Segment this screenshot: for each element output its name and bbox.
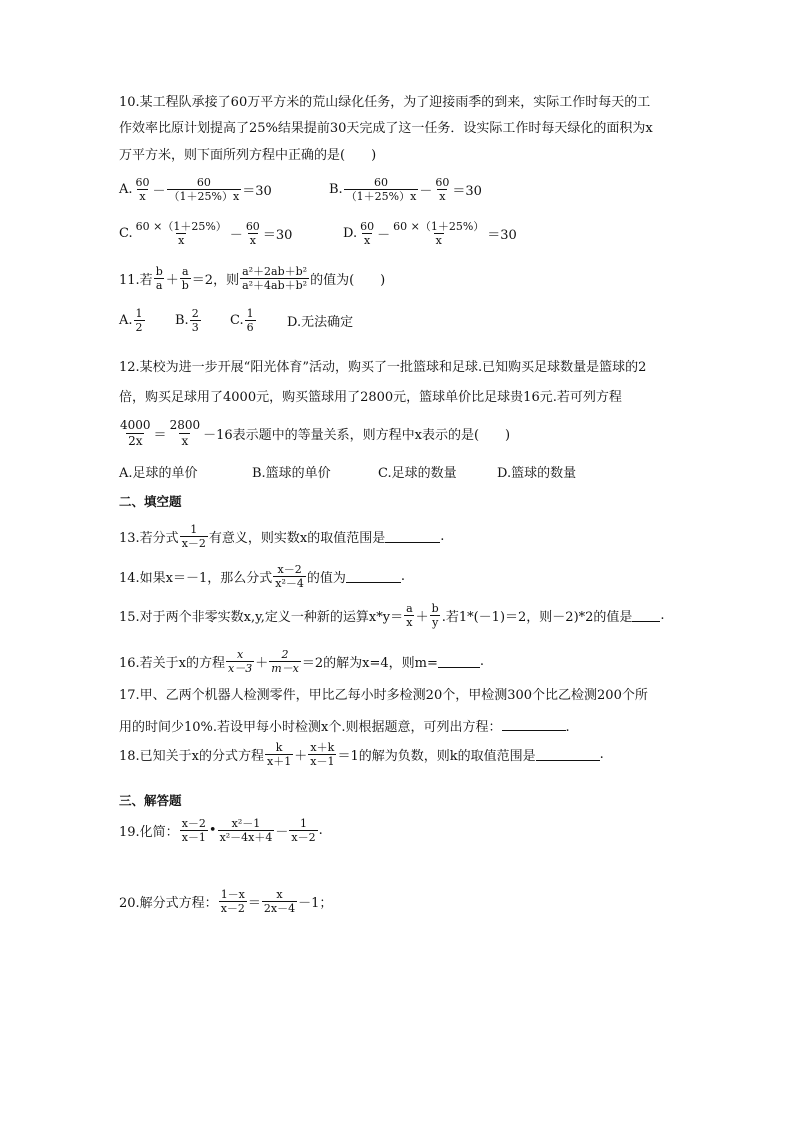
fraction-numerator: x－2 bbox=[277, 563, 302, 576]
answer-blank[interactable] bbox=[536, 748, 600, 761]
operator: － bbox=[419, 184, 433, 199]
q16-end: . bbox=[479, 654, 485, 669]
fraction-denominator: x bbox=[406, 616, 413, 629]
q18-end: . bbox=[599, 747, 604, 762]
q11-stem bbox=[119, 265, 385, 292]
q12-option-d: D.篮球的数量 bbox=[497, 466, 577, 481]
fraction-numerator: b bbox=[155, 265, 163, 278]
q19-prefix: 19.化简： bbox=[119, 825, 179, 840]
operator: － bbox=[275, 825, 289, 840]
fraction-numerator: 60 bbox=[245, 220, 260, 233]
q12-equation-line bbox=[117, 418, 510, 449]
fraction-denominator: x bbox=[249, 234, 256, 247]
q13-end: . bbox=[440, 529, 445, 544]
q17-line2: 用的时间少10%.若设甲每小时检测x个.则根据题意，可列出方程： bbox=[119, 720, 502, 735]
q10-option-a bbox=[119, 176, 272, 203]
q16 bbox=[119, 648, 484, 675]
fraction-numerator: a²＋2ab＋b² bbox=[242, 265, 308, 278]
fraction-denominator: x bbox=[181, 434, 189, 448]
q20-suffix: －1； bbox=[298, 896, 333, 911]
q10-option-b bbox=[329, 176, 482, 203]
equation-rhs: ＝30 bbox=[487, 228, 517, 243]
fraction-denominator: x²－4 bbox=[275, 577, 304, 590]
fraction-numerator: 60 bbox=[435, 176, 450, 189]
q14-end: . bbox=[400, 569, 406, 584]
section-heading-solve: 三、解答题 bbox=[119, 793, 182, 808]
fraction-numerator: 2 bbox=[191, 307, 199, 320]
fraction-numerator: 1 bbox=[300, 817, 307, 830]
fraction-numerator: b bbox=[431, 602, 439, 615]
fraction-numerator: 1 bbox=[135, 307, 143, 320]
q12-options bbox=[119, 462, 576, 481]
answer-blank[interactable] bbox=[438, 655, 480, 668]
q19 bbox=[119, 817, 323, 844]
q16-suffix: ＝2的解为x=4，则m= bbox=[301, 656, 438, 671]
fraction-numerator: 60 bbox=[135, 176, 150, 189]
fraction-numerator: x＋k bbox=[310, 741, 335, 754]
operator: • bbox=[208, 823, 217, 838]
fraction-denominator: x bbox=[178, 234, 185, 247]
fraction-numerator: 1 bbox=[190, 523, 198, 536]
fraction-denominator: 2x－4 bbox=[263, 902, 296, 915]
q11-suffix: 的值为( ) bbox=[310, 273, 386, 288]
q12-tail: －16表示题中的等量关系，则方程中x表示的是( ) bbox=[203, 428, 511, 443]
operator: － bbox=[377, 228, 391, 243]
fraction-denominator: 6 bbox=[246, 321, 254, 334]
q15-end: . bbox=[660, 608, 665, 623]
q14 bbox=[119, 563, 405, 590]
q11-mid-text: ＝2，则 bbox=[191, 273, 240, 288]
q19-end: . bbox=[318, 823, 323, 838]
fraction-denominator: x＋1 bbox=[267, 755, 292, 768]
q18-suffix: ＝1的解为负数，则k的取值范围是 bbox=[337, 749, 536, 764]
operator: － bbox=[152, 184, 166, 199]
option-label: B. bbox=[329, 182, 343, 197]
option-label: A. bbox=[119, 182, 133, 197]
fraction-denominator: 2 bbox=[135, 321, 143, 334]
answer-blank[interactable] bbox=[632, 609, 660, 622]
q14-prefix: 14.如果x＝－1，那么分式 bbox=[119, 571, 273, 586]
fraction-denominator: x bbox=[363, 234, 371, 247]
option-label: C. bbox=[230, 313, 244, 328]
fraction-denominator: 2x bbox=[128, 434, 143, 448]
fraction-numerator: 60 bbox=[196, 176, 211, 189]
option-label: C. bbox=[119, 226, 133, 241]
q12-line2: 倍，购买足球用了4000元，购买篮球用了2800元，篮球单价比足球贵16元.若可列方程 bbox=[119, 390, 622, 405]
fraction-denominator: x－2 bbox=[181, 537, 206, 550]
fraction-numerator: 2800 bbox=[169, 418, 201, 432]
operator: － bbox=[229, 228, 243, 243]
operator: ＝ bbox=[153, 428, 167, 443]
fraction-denominator: x－3 bbox=[228, 662, 253, 675]
fraction-numerator: 60 bbox=[374, 176, 389, 189]
equation-rhs: ＝30 bbox=[242, 184, 272, 199]
q10-line1: 10.某工程队承接了60万平方米的荒山绿化任务，为了迎接雨季的到来，实际工作时每天的工 bbox=[119, 95, 651, 110]
section-heading-fill-in: 二、填空题 bbox=[119, 494, 182, 509]
operator: ＋ bbox=[415, 610, 429, 625]
q15-prefix: 15.对于两个非零实数x,y,定义一种新的运算x*y＝ bbox=[119, 610, 404, 625]
q10-line2: 作效率比原计划提高了25%结果提前30天完成了这一任务．设实际工作时每天绿化的面积为x bbox=[119, 121, 653, 136]
equation-rhs: ＝30 bbox=[452, 184, 482, 199]
q17-end: . bbox=[565, 720, 570, 735]
fraction-denominator: x bbox=[439, 190, 446, 203]
q11-options bbox=[119, 307, 353, 334]
fraction-denominator: a bbox=[155, 279, 163, 292]
q12-option-c: C.足球的数量 bbox=[378, 466, 457, 481]
q12-option-a: A.足球的单价 bbox=[119, 466, 198, 481]
q20 bbox=[119, 888, 332, 915]
equation-rhs: ＝30 bbox=[262, 228, 293, 243]
fraction-numerator: x bbox=[276, 888, 283, 901]
q15-suffix: .若1*(－1)＝2，则－2)*2的值是 bbox=[441, 610, 633, 625]
fraction-numerator: 60 ×（1＋25%） bbox=[135, 220, 227, 233]
q12-option-b: B.篮球的单价 bbox=[252, 466, 331, 481]
q13-prefix: 13.若分式 bbox=[119, 531, 179, 546]
fraction-denominator: x bbox=[435, 234, 442, 247]
q13-suffix: 有意义，则实数x的取值范围是 bbox=[208, 531, 386, 546]
fraction-numerator: k bbox=[275, 741, 283, 754]
fraction-denominator: x bbox=[139, 190, 146, 203]
fraction-denominator: x－2 bbox=[220, 902, 245, 915]
fraction-numerator: 60 bbox=[360, 220, 375, 233]
q10-option-d bbox=[343, 220, 517, 247]
q15 bbox=[119, 602, 665, 629]
q18 bbox=[119, 741, 604, 768]
q12-line1: 12.某校为进一步开展“阳光体育”活动，购买了一批篮球和足球.已知购买足球数量是篮球的2 bbox=[119, 360, 647, 375]
q17-line1: 17.甲、乙两个机器人检测零件，甲比乙每小时多检测20个，甲检测300个比乙检测200个所 bbox=[119, 688, 648, 703]
fraction-denominator: a²＋4ab＋b² bbox=[242, 279, 308, 292]
fraction-denominator: 3 bbox=[191, 321, 199, 334]
operator: ＋ bbox=[255, 656, 269, 671]
q10-line3: 万平方米，则下面所列方程中正确的是( ) bbox=[119, 148, 377, 163]
fraction-numerator: x bbox=[237, 648, 244, 661]
answer-blank[interactable] bbox=[346, 570, 401, 583]
q11-prefix: 11.若 bbox=[119, 273, 153, 288]
option-label: A. bbox=[119, 313, 133, 328]
q10-option-c bbox=[119, 220, 292, 247]
fraction-numerator: 60 ×（1＋25%） bbox=[393, 220, 485, 233]
fraction-numerator: a bbox=[406, 602, 413, 615]
fraction-denominator: x²－4x＋4 bbox=[219, 831, 273, 844]
operator: ＋ bbox=[294, 749, 308, 764]
fraction-numerator: 4000 bbox=[120, 418, 151, 432]
fraction-denominator: m－x bbox=[271, 662, 299, 675]
fraction-denominator: b bbox=[181, 279, 189, 292]
fraction-denominator: x－1 bbox=[310, 755, 335, 768]
fraction-numerator: 2 bbox=[281, 648, 289, 661]
fraction-denominator: （1＋25%）x bbox=[345, 190, 417, 203]
q18-prefix: 18.已知关于x的分式方程 bbox=[119, 749, 265, 764]
fraction-numerator: a bbox=[181, 265, 189, 278]
q11-option-d: D.无法确定 bbox=[287, 315, 354, 330]
q14-suffix: 的值为 bbox=[306, 571, 346, 586]
q16-prefix: 16.若关于x的方程 bbox=[119, 656, 226, 671]
fraction-denominator: （1＋25%）x bbox=[168, 190, 240, 203]
fraction-numerator: x－2 bbox=[181, 817, 206, 830]
fraction-numerator: 1－x bbox=[220, 888, 245, 901]
fraction-numerator: 1 bbox=[246, 307, 254, 320]
q20-prefix: 20.解分式方程： bbox=[119, 896, 218, 911]
q13 bbox=[119, 523, 444, 550]
answer-blank[interactable] bbox=[502, 718, 566, 731]
option-label: B. bbox=[175, 313, 189, 328]
fraction-denominator: y bbox=[432, 616, 439, 629]
answer-blank[interactable] bbox=[385, 530, 440, 543]
fraction-denominator: x－2 bbox=[291, 831, 316, 844]
option-label: D. bbox=[343, 226, 358, 241]
fraction-denominator: x－1 bbox=[181, 831, 206, 844]
operator: ＋ bbox=[165, 273, 179, 288]
q17-line2-wrap bbox=[119, 716, 570, 735]
fraction-numerator: x²－1 bbox=[231, 817, 261, 830]
operator: ＝ bbox=[247, 896, 261, 911]
